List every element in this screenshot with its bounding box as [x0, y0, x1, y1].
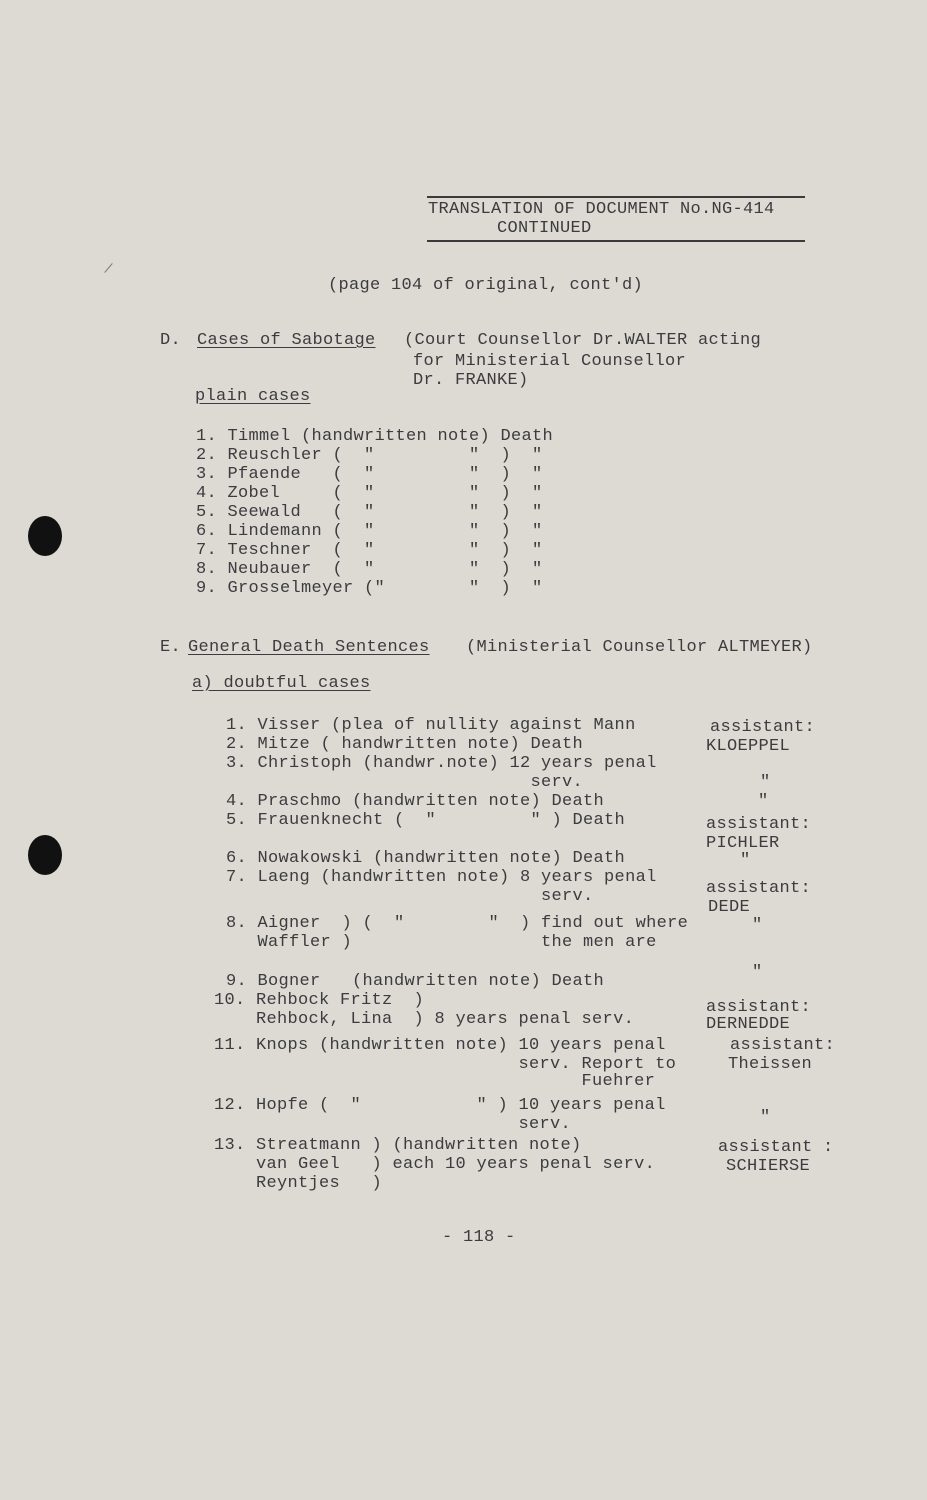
section-d-letter: D. — [160, 331, 182, 350]
death-case-line: 13. Streatmann ) (handwritten note) — [214, 1136, 582, 1155]
death-case-line: 8. Aigner ) ( " " ) find out where — [226, 914, 689, 933]
stray-mark — [104, 263, 112, 273]
assistant-note: assistant: — [706, 998, 812, 1017]
section-d-desc1: (Court Counsellor Dr.WALTER acting — [404, 331, 762, 350]
assistant-note: KLOEPPEL — [706, 737, 791, 756]
section-e-letter: E. — [160, 638, 182, 657]
assistant-note: DERNEDDE — [706, 1015, 791, 1034]
death-case-line: 2. Mitze ( handwritten note) Death — [226, 735, 584, 754]
death-case-line: Rehbock, Lina ) 8 years penal serv. — [214, 1010, 635, 1029]
sabotage-case-4: 4. Zobel ( " " ) " — [196, 484, 543, 503]
section-e-title: General Death Sentences — [188, 638, 430, 657]
death-case-line: 3. Christoph (handwr.note) 12 years penal — [226, 754, 657, 773]
assistant-note: assistant: — [706, 879, 812, 898]
assistant-note: PICHLER — [706, 834, 780, 853]
assistant-note: SCHIERSE — [726, 1157, 811, 1176]
section-e-subhead: a) doubtful cases — [192, 674, 371, 693]
assistant-note: " — [752, 916, 763, 935]
section-d-subhead: plain cases — [195, 387, 311, 406]
section-d-desc2: for Ministerial Counsellor — [413, 352, 687, 371]
sabotage-case-3: 3. Pfaende ( " " ) " — [196, 465, 543, 484]
death-case-line: Reyntjes ) — [214, 1174, 383, 1193]
sabotage-case-6: 6. Lindemann ( " " ) " — [196, 522, 543, 541]
sabotage-case-8: 8. Neubauer ( " " ) " — [196, 560, 543, 579]
assistant-note: " — [758, 792, 769, 811]
header-rule-top — [427, 196, 805, 198]
section-d-desc3: Dr. FRANKE) — [413, 371, 529, 390]
sabotage-case-1: 1. Timmel (handwritten note) Death — [196, 427, 554, 446]
page-number: - 118 - — [442, 1228, 516, 1247]
death-case-line: 9. Bogner (handwritten note) Death — [226, 972, 605, 991]
header-line2: CONTINUED — [497, 219, 592, 238]
assistant-note: " — [760, 1108, 771, 1127]
death-case-line: serv. — [214, 1115, 572, 1134]
assistant-note: Theissen — [728, 1055, 813, 1074]
death-case-line: Fuehrer — [214, 1072, 656, 1091]
sabotage-case-2: 2. Reuschler ( " " ) " — [196, 446, 543, 465]
death-case-line: serv. — [226, 887, 594, 906]
death-case-line: 7. Laeng (handwritten note) 8 years penal — [226, 868, 657, 887]
section-e-desc: (Ministerial Counsellor ALTMEYER) — [466, 638, 813, 657]
punch-hole-top — [28, 516, 62, 556]
death-case-line: serv. — [226, 773, 584, 792]
assistant-note: assistant: — [706, 815, 812, 834]
assistant-note: DEDE — [708, 898, 751, 917]
death-case-line: 12. Hopfe ( " " ) 10 years penal — [214, 1096, 666, 1115]
sabotage-case-5: 5. Seewald ( " " ) " — [196, 503, 543, 522]
death-case-line: 4. Praschmo (handwritten note) Death — [226, 792, 605, 811]
death-case-line: van Geel ) each 10 years penal serv. — [214, 1155, 656, 1174]
death-case-line: 6. Nowakowski (handwritten note) Death — [226, 849, 626, 868]
death-case-line: serv. Report to — [214, 1055, 677, 1074]
header-line1: TRANSLATION OF DOCUMENT No.NG-414 — [428, 200, 775, 219]
sabotage-case-9: 9. Grosselmeyer (" " ) " — [196, 579, 543, 598]
assistant-note: assistant: — [730, 1036, 836, 1055]
punch-hole-bottom — [28, 835, 62, 875]
death-case-line: 10. Rehbock Fritz ) — [214, 991, 425, 1010]
death-case-line: Waffler ) the men are — [226, 933, 657, 952]
death-case-line: 1. Visser (plea of nullity against Mann — [226, 716, 636, 735]
assistant-note: " — [752, 963, 763, 982]
assistant-note: " — [740, 851, 751, 870]
assistant-note: assistant : — [718, 1138, 834, 1157]
header-rule-bottom — [427, 240, 805, 242]
death-case-line: 11. Knops (handwritten note) 10 years penal — [214, 1036, 666, 1055]
assistant-note: " — [760, 773, 771, 792]
assistant-note: assistant: — [710, 718, 816, 737]
section-d-title: Cases of Sabotage — [197, 331, 376, 350]
death-case-line: 5. Frauenknecht ( " " ) Death — [226, 811, 626, 830]
page-reference: (page 104 of original, cont'd) — [328, 276, 644, 295]
sabotage-case-7: 7. Teschner ( " " ) " — [196, 541, 543, 560]
